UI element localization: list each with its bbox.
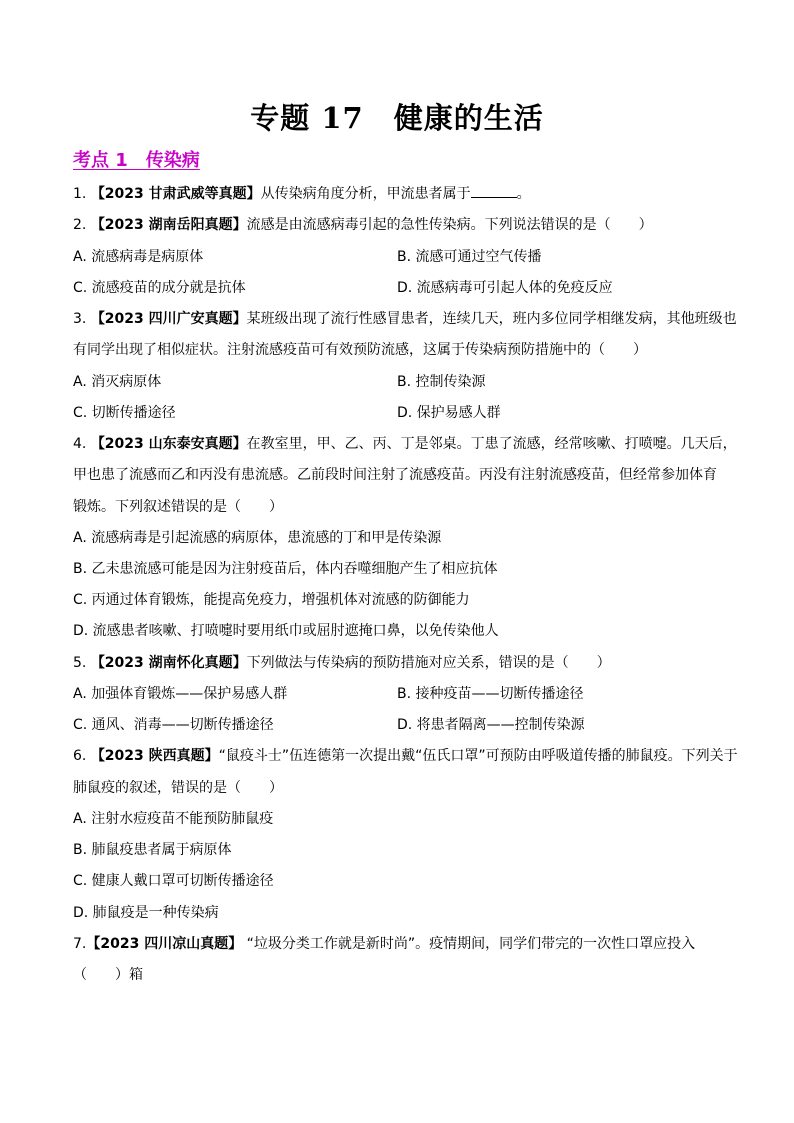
option-c[interactable]: C. 丙通过体育锻炼，能提高免疫力，增强机体对流感的防御能力 <box>73 592 470 608</box>
question-6 <box>73 747 738 765</box>
question-stem: “垃圾分类工作就是新时尚”。疫情期间，同学们带完的一次性口罩应投入 <box>242 936 696 952</box>
answer-blank[interactable] <box>471 185 517 198</box>
section-heading: 考点 1 传染病 <box>73 150 200 171</box>
question-stem: 下列做法与传染病的预防措施对应关系，错误的是（ ） <box>246 655 611 671</box>
question-number: 2. <box>73 217 87 233</box>
question-stem: 在教室里，甲、乙、丙、丁是邻桌。丁患了流感，经常咳嗽、打喷嚏。几天后， <box>246 436 737 452</box>
option-b[interactable]: B. 流感可通过空气传播 <box>397 249 542 265</box>
question-number: 4. <box>73 436 87 452</box>
question-stem: “鼠疫斗士”伍连德第一次提出戴“伍氏口罩”可预防由呼吸道传播的肺鼠疫。下列关于 <box>218 748 738 764</box>
option-b[interactable]: B. 接种疫苗——切断传播途径 <box>397 686 584 702</box>
option-a[interactable]: A. 消灭病原体 <box>73 374 162 390</box>
option-b[interactable]: B. 肺鼠疫患者属于病原体 <box>73 842 232 858</box>
question-stem-tail: 。 <box>516 186 531 202</box>
question-stem: 从传染病角度分析，甲流患者属于 <box>260 186 471 202</box>
question-source: 【2023 山东泰安真题】 <box>90 436 247 452</box>
question-3 <box>73 310 737 328</box>
question-number: 6. <box>73 748 87 764</box>
option-a[interactable]: A. 流感病毒是引起流感的病原体，患流感的丁和甲是传染源 <box>73 530 442 546</box>
question-stem-continued: 锻炼。下列叙述错误的是（ ） <box>73 499 283 515</box>
option-a[interactable]: A. 注射水痘疫苗不能预防肺鼠疫 <box>73 811 274 827</box>
option-c[interactable]: C. 流感疫苗的成分就是抗体 <box>73 280 246 296</box>
option-d[interactable]: D. 流感患者咳嗽、打喷嚏时要用纸巾或屈肘遮掩口鼻，以免传染他人 <box>73 623 499 639</box>
question-source: 【2023 四川凉山真题】 <box>86 936 243 952</box>
question-stem: 流感是由流感病毒引起的急性传染病。下列说法错误的是（ ） <box>246 217 653 233</box>
question-number: 1. <box>73 186 87 202</box>
question-2 <box>73 216 653 234</box>
option-c[interactable]: C. 通风、消毒——切断传播途径 <box>73 717 274 733</box>
question-stem-continued: 肺鼠疫的叙述，错误的是（ ） <box>73 780 283 796</box>
option-b[interactable]: B. 乙未患流感可能是因为注射疫苗后，体内吞噬细胞产生了相应抗体 <box>73 561 498 577</box>
option-a[interactable]: A. 加强体育锻炼——保护易感人群 <box>73 686 288 702</box>
question-4 <box>73 435 737 453</box>
question-number: 7. <box>73 936 87 952</box>
question-source: 【2023 湖南岳阳真题】 <box>90 217 247 233</box>
question-stem-continued: （ ）箱 <box>73 967 143 983</box>
option-a[interactable]: A. 流感病毒是病原体 <box>73 249 204 265</box>
question-5 <box>73 654 611 672</box>
question-stem-continued: 甲也患了流感而乙和丙没有患流感。乙前段时间注射了流感疫苗。丙没有注射流感疫苗，但经常参加体育 <box>73 467 717 483</box>
question-source: 【2023 湖南怀化真题】 <box>90 655 247 671</box>
option-d[interactable]: D. 肺鼠疫是一种传染病 <box>73 905 219 921</box>
question-7 <box>73 935 695 953</box>
question-number: 5. <box>73 655 87 671</box>
question-source: 【2023 陕西真题】 <box>90 748 219 764</box>
page-title: 专题 17 健康的生活 <box>250 101 544 135</box>
option-c[interactable]: C. 切断传播途径 <box>73 405 176 421</box>
option-d[interactable]: D. 将患者隔离——控制传染源 <box>397 717 585 733</box>
option-d[interactable]: D. 流感病毒可引起人体的免疫反应 <box>397 280 613 296</box>
option-c[interactable]: C. 健康人戴口罩可切断传播途径 <box>73 873 274 889</box>
question-source: 【2023 四川广安真题】 <box>90 311 247 327</box>
question-stem-continued: 有同学出现了相似症状。注射流感疫苗可有效预防流感，这属于传染病预防措施中的（ ） <box>73 342 647 358</box>
question-1 <box>73 185 531 203</box>
question-source: 【2023 甘肃武威等真题】 <box>90 186 261 202</box>
question-stem: 某班级出现了流行性感冒患者，连续几天，班内多位同学相继发病，其他班级也 <box>246 311 737 327</box>
option-b[interactable]: B. 控制传染源 <box>397 374 486 390</box>
question-number: 3. <box>73 311 87 327</box>
option-d[interactable]: D. 保护易感人群 <box>397 405 501 421</box>
